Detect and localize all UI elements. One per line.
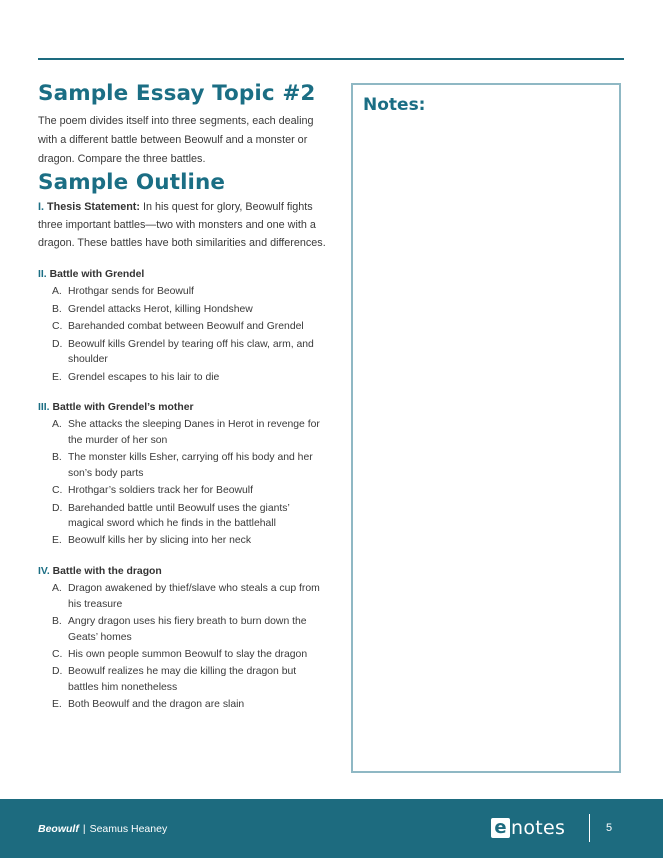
outline-item [38, 337, 328, 368]
outline-item-text: Angry dragon uses his fiery breath to burn down the Geats’ homes [68, 616, 307, 643]
outline-item-text: Grendel escapes to his lair to die [68, 371, 220, 383]
outline-item-text: Beowulf kills Grendel by tearing off his claw, arm, and shoulder [68, 338, 314, 366]
outline-item [38, 501, 328, 532]
footer [0, 799, 663, 858]
outline-section-title: Battle with Grendel [49, 269, 145, 281]
thesis-label: Thesis Statement: [47, 201, 140, 213]
enotes-logo[interactable] [491, 817, 565, 839]
outline-item [38, 319, 328, 335]
outline-item-letter: B. [52, 616, 62, 628]
outline-item-letter: B. [52, 303, 62, 315]
outline-item-letter: B. [52, 452, 62, 464]
page-number: 5 [606, 822, 613, 834]
outline-item-letter: A. [52, 286, 62, 298]
outline-item-letter: D. [52, 666, 63, 678]
top-rule [38, 58, 624, 60]
footer-separator: | [82, 823, 86, 835]
outline-item-letter: C. [52, 321, 63, 333]
essay-topic-text: The poem divides itself into three segments, each dealing with a different battle between Beowulf and a monster or dragon. Compare the three battles. [38, 115, 314, 165]
outline-item-text: His own people summon Beowulf to slay the dragon [68, 649, 308, 661]
outline-item-list [38, 284, 330, 385]
outline-item-text: Hrothgar sends for Beowulf [68, 286, 194, 298]
outline-item [38, 417, 328, 448]
footer-author: Seamus Heaney [89, 823, 168, 835]
outline-item-text: Beowulf realizes he may die killing the dragon but battles him nonetheless [68, 666, 297, 694]
outline-sections [38, 268, 330, 713]
notes-title: Notes: [363, 95, 426, 115]
outline-title: Sample Outline [38, 170, 226, 195]
outline-item-list [38, 581, 330, 713]
outline-item [38, 614, 328, 645]
outline-item [38, 450, 328, 481]
outline-section-heading [38, 268, 330, 282]
enotes-logo-word: notes [511, 817, 566, 839]
outline-section-heading [38, 401, 330, 415]
outline-item-letter: E. [52, 535, 62, 547]
notes-box [351, 83, 621, 773]
outline-item-text: Hrothgar’s soldiers track her for Beowulf [68, 485, 253, 497]
outline-item-text: Barehanded combat between Beowulf and Grendel [68, 321, 304, 333]
essay-topic-title: Sample Essay Topic #2 [38, 81, 316, 106]
outline-item [38, 483, 328, 499]
outline-item-text: She attacks the sleeping Danes in Herot in revenge for the murder of her son [68, 419, 320, 446]
outline-item-text: Barehanded battle until Beowulf uses the giants’ magical sword which he finds in the battlehall [68, 502, 290, 530]
footer-citation [38, 823, 167, 835]
outline-item-text: Both Beowulf and the dragon are slain [68, 699, 245, 711]
outline-section-number: II. [38, 269, 47, 281]
footer-divider [589, 814, 590, 842]
outline-item-list [38, 417, 330, 549]
thesis-number: I. [38, 201, 44, 213]
outline-item [38, 697, 328, 713]
outline-item-text: Grendel attacks Herot, killing Hondshew [68, 303, 253, 315]
content-column [38, 80, 330, 715]
outline-item-text: Dragon awakened by thief/slave who steals a cup from his treasure [68, 583, 320, 610]
outline-item-text: The monster kills Esher, carrying off his body and her son’s body parts [68, 452, 313, 479]
thesis-text: In his quest for glory, Beowulf fights three important battles—two with monsters and one with a dragon. These battles have both similarities and differences. [38, 201, 326, 249]
enotes-logo-e-icon: e [491, 818, 510, 838]
outline-section-title: Battle with the dragon [52, 566, 162, 578]
footer-book-title: Beowulf [38, 823, 79, 835]
outline-item [38, 533, 328, 549]
outline-section-number: III. [38, 402, 50, 414]
outline-item-letter: D. [52, 502, 63, 514]
outline-item-letter: A. [52, 419, 62, 431]
outline-item [38, 302, 328, 318]
outline-item [38, 647, 328, 663]
outline-section-title: Battle with Grendel’s mother [52, 402, 194, 414]
outline-item [38, 581, 328, 612]
outline-item-letter: D. [52, 338, 63, 350]
outline-item-letter: E. [52, 371, 62, 383]
outline-item [38, 284, 328, 300]
outline-item-letter: A. [52, 583, 62, 595]
outline-item-letter: E. [52, 699, 62, 711]
outline-item [38, 664, 328, 695]
thesis-statement [38, 199, 330, 252]
outline-item [38, 370, 328, 386]
outline-item-letter: C. [52, 485, 63, 497]
outline-item-text: Beowulf kills her by slicing into her neck [68, 535, 252, 547]
outline-item-letter: C. [52, 649, 63, 661]
outline-section-number: IV. [38, 566, 50, 578]
outline-section-heading [38, 565, 330, 579]
